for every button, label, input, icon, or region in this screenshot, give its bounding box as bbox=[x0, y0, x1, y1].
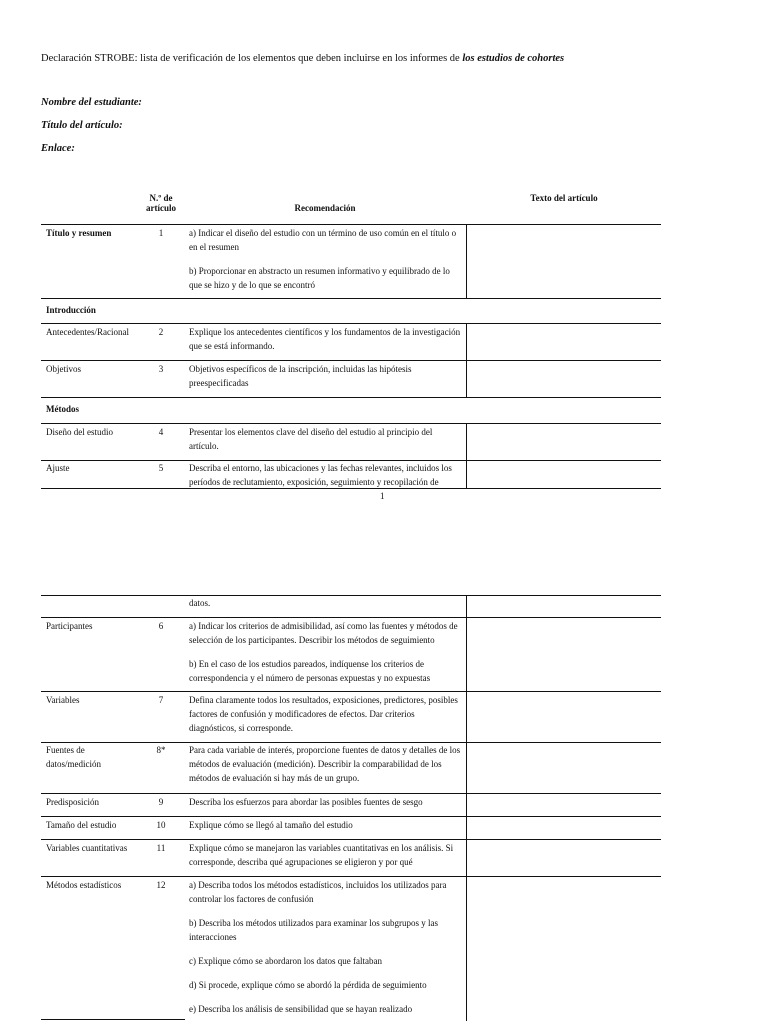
row-divider bbox=[41, 323, 661, 324]
row-divider bbox=[41, 876, 661, 877]
recommendation-text bbox=[189, 878, 463, 1016]
article-text-cell[interactable] bbox=[466, 876, 467, 1021]
article-text-cell[interactable] bbox=[466, 742, 467, 793]
document-title bbox=[41, 53, 564, 64]
row-divider bbox=[41, 793, 661, 794]
recommendation-header: Recomendación bbox=[294, 203, 356, 213]
section-label: Tamaño del estudio bbox=[46, 820, 117, 830]
article-text-header: Texto del artículo bbox=[530, 193, 598, 203]
recommendation-part: a) Indicar el diseño del estudio con un término de uso común en el título o en el resumen bbox=[189, 228, 457, 252]
section-label: Participantes bbox=[46, 621, 93, 631]
recommendation-text bbox=[189, 226, 463, 292]
article-title-label: Título del artículo: bbox=[41, 120, 123, 131]
title-text: Declaración STROBE: lista de verificación de los elementos que deben incluirse en los informes de bbox=[41, 53, 463, 64]
recommendation-part: e) Describa los análisis de sensibilidad que se hayan realizado bbox=[189, 1004, 413, 1014]
item-number: 5 bbox=[158, 463, 164, 473]
section-label: Variables cuantitativas bbox=[46, 843, 128, 853]
item-number: 1 bbox=[158, 228, 164, 238]
recommendation-text bbox=[189, 795, 463, 809]
student-name-label: Nombre del estudiante: bbox=[41, 97, 142, 108]
recommendation-part: Objetivos específicos de la inscripción, incluidas las hipótesis preespecificadas bbox=[189, 364, 412, 388]
recommendation-part: a) Describa todos los métodos estadísticos, incluidos los utilizados para controlar los factores de confusión bbox=[189, 880, 447, 904]
article-text-cell[interactable] bbox=[466, 323, 467, 397]
recommendation-text bbox=[189, 841, 463, 869]
item-number: 4 bbox=[158, 427, 164, 437]
recommendation-part: d) Si procede, explique cómo se abordó la pérdida de seguimiento bbox=[189, 980, 427, 990]
article-text-cell[interactable] bbox=[466, 839, 467, 876]
item-number-header-line1: N.º de bbox=[149, 193, 173, 203]
row-divider bbox=[41, 360, 661, 361]
recommendation-part: b) Describa los métodos utilizados para examinar los subgrupos y las interacciones bbox=[189, 918, 438, 942]
recommendation-text bbox=[189, 818, 463, 832]
recommendation-part: Describa el entorno, las ubicaciones y las fechas relevantes, incluidos los períodos de reclutamiento, exposición, seguimiento y recopilación de bbox=[189, 463, 452, 487]
article-text-cell[interactable] bbox=[466, 617, 467, 691]
row-divider bbox=[41, 488, 661, 489]
row-divider bbox=[41, 224, 661, 225]
recommendation-part: a) Indicar los criterios de admisibilidad, así como las fuentes y métodos de selección de los participantes. Describir los métodos de seguimiento bbox=[189, 621, 458, 645]
row-divider bbox=[41, 617, 661, 618]
item-number: 12 bbox=[156, 880, 166, 890]
row-divider bbox=[41, 423, 661, 424]
title-emphasis: los estudios de cohortes bbox=[462, 53, 565, 64]
recommendation-text bbox=[189, 425, 463, 453]
link-label: Enlace: bbox=[41, 143, 75, 154]
item-number-header-line2: artículo bbox=[146, 203, 176, 213]
section-label: Fuentes de datos/medición bbox=[46, 745, 101, 769]
section-heading: Introducción bbox=[46, 305, 96, 315]
article-text-cell[interactable] bbox=[466, 691, 467, 742]
row-divider bbox=[41, 816, 661, 817]
row-divider bbox=[41, 397, 661, 398]
article-text-cell[interactable] bbox=[466, 224, 467, 298]
section-label: Título y resumen bbox=[46, 228, 112, 238]
page-number: 1 bbox=[380, 491, 385, 501]
item-number: 6 bbox=[158, 621, 164, 631]
recommendation-part: Describa los esfuerzos para abordar las posibles fuentes de sesgo bbox=[189, 797, 423, 807]
section-label: Antecedentes/Racional bbox=[46, 327, 129, 337]
article-text-cell[interactable] bbox=[466, 793, 467, 816]
item-number: 2 bbox=[158, 327, 164, 337]
row-divider bbox=[41, 839, 661, 840]
section-label: Objetivos bbox=[46, 364, 81, 374]
recommendation-part: Explique cómo se manejaron las variables cuantitativas en los análisis. Si corresponde, describa qué agrupaciones se eligieron y por qué bbox=[189, 843, 454, 867]
recommendation-part: Presentar los elementos clave del diseño del estudio al principio del artículo. bbox=[189, 427, 433, 451]
section-label: Métodos estadísticos bbox=[46, 880, 122, 890]
recommendation-part: b) Proporcionar en abstracto un resumen informativo y equilibrado de lo que se hizo y de lo que se encontró bbox=[189, 266, 450, 290]
row-divider bbox=[41, 691, 661, 692]
recommendation-part: b) En el caso de los estudios pareados, indíquense los criterios de correspondencia y el número de personas expuestas y no expuestas bbox=[189, 659, 431, 683]
recommendation-part: Defina claramente todos los resultados, exposiciones, predictores, posibles factores de confusión y modificadores de efectos. Dar criterios diagnósticos, si corresponde. bbox=[189, 695, 458, 733]
section-label: Diseño del estudio bbox=[46, 427, 113, 437]
item-number: 11 bbox=[156, 843, 166, 853]
item-number: 10 bbox=[156, 820, 166, 830]
recommendation-text bbox=[189, 743, 463, 785]
item-number: 9 bbox=[158, 797, 164, 807]
recommendation-part: Explique los antecedentes científicos y los fundamentos de la investigación que se está informando. bbox=[189, 327, 461, 351]
item-number: 7 bbox=[158, 695, 164, 705]
recommendation-text bbox=[189, 619, 463, 685]
section-label: Ajuste bbox=[46, 463, 70, 473]
recommendation-text bbox=[189, 362, 463, 390]
item-number-header bbox=[140, 193, 182, 213]
section-heading: Métodos bbox=[46, 404, 79, 414]
article-text-cell[interactable] bbox=[466, 595, 467, 617]
row-divider bbox=[41, 298, 661, 299]
section-label: Variables bbox=[46, 695, 80, 705]
recommendation-text bbox=[189, 325, 463, 353]
recommendation-part: Explique cómo se llegó al tamaño del estudio bbox=[189, 820, 353, 830]
article-text-cell[interactable] bbox=[466, 423, 467, 488]
item-number: 8* bbox=[156, 745, 166, 755]
article-text-cell[interactable] bbox=[466, 816, 467, 839]
item-number: 3 bbox=[158, 364, 164, 374]
row-divider bbox=[41, 1019, 185, 1020]
recommendation-part: Para cada variable de interés, proporcione fuentes de datos y detalles de los métodos de evaluación (medición). Describir la comparabilidad de los métodos de evaluación si hay más de un grupo. bbox=[189, 745, 461, 783]
section-label: Predisposición bbox=[46, 797, 99, 807]
recommendation-text bbox=[189, 596, 463, 610]
recommendation-text bbox=[189, 693, 463, 735]
recommendation-part: c) Explique cómo se abordaron los datos que faltaban bbox=[189, 956, 382, 966]
recommendation-part: datos. bbox=[189, 598, 211, 608]
recommendation-text bbox=[189, 461, 463, 488]
